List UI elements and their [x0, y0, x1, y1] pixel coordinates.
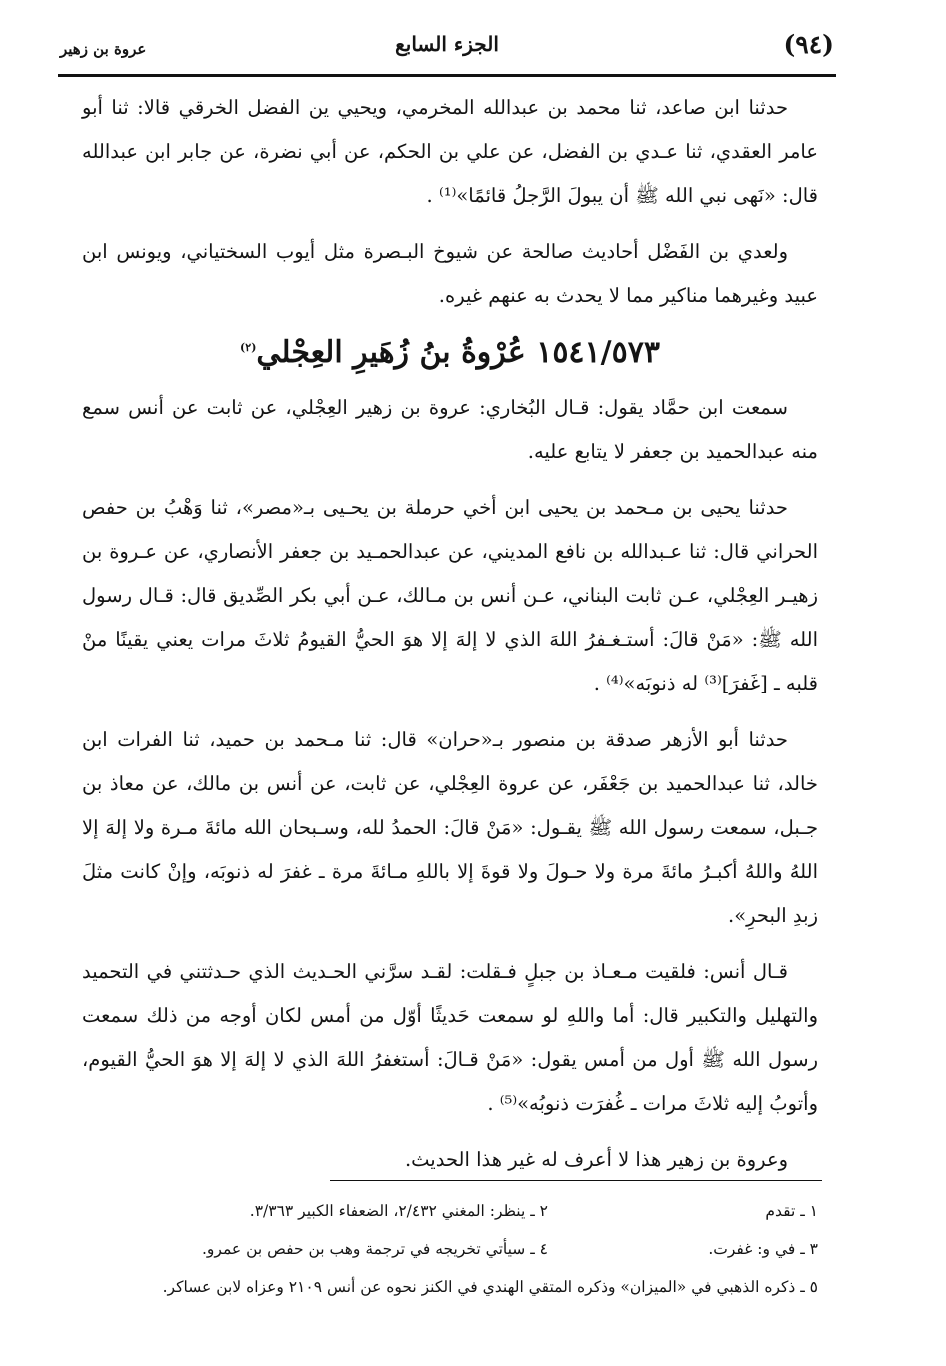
footnote-1: ١ ـ تقدم [765, 1202, 818, 1220]
entry-title: ١٥٤١/٥٧٣ عُرْوةُ بنُ زُهَيرِ العِجْلي [256, 335, 660, 370]
footnote-row [148, 1230, 818, 1268]
paragraph: وعروة بن زهير هذا لا أعرف له غير هذا الحديث. [404, 1148, 788, 1171]
header-rule [58, 74, 836, 77]
paragraph: حدثنا ابن صاعد، ثنا محمد بن عبدالله المخرمي، ويحيي ين الفضل الخرقي قالا: ثنا أبو عامر العقدي، ثنا عـدي بن الفضل، عن علي بن الحكم، عن أبي نضرة، عن جابر ابن عبدالله قال: «نَهى نبي الله ﷺ أن يبولَ الرَّجلُ قائمًا»⁽¹⁾ . [82, 96, 818, 207]
volume-title: الجزء السابع [395, 32, 499, 56]
entry-footnote-ref: (٢) [240, 341, 257, 354]
footnote-rule [330, 1180, 822, 1181]
page-number: (٩٤) [783, 30, 834, 59]
paragraph: حدثنا يحيى بن مـحمد بن يحيى ابن أخي حرملة بن يحـيى بـ«مصر»، ثنا وَهْبُ بن حفص الحراني قال: ثنا عـبدالله بن نافع المديني، عن عبدالحمـيد بن جعفر الأنصاري، عن عـروة بن زهيـر العِجْلي، عـن ثابت البناني، عـن أنس بن مـالك، عـن أبي بكر الصِّديق قال: قـال رسول الله ﷺ: «مَنْ قالَ: أستـغـفرُ اللهَ الذي لا إلهَ إلا هوَ الحيُّ القيومُ ثلاثَ مرات يعني يقينًا منْ قلبه ـ [غَفرَ]⁽³⁾ له ذنوبَه»⁽⁴⁾ . [82, 496, 818, 695]
main-text [82, 86, 818, 1194]
footnote-row [148, 1268, 818, 1306]
page-header [60, 28, 834, 70]
footnote-row [148, 1192, 818, 1230]
footnote-5: ٥ ـ ذكره الذهبي في «الميزان» وذكره المتقي الهندي في الكنز نحوه عن أنس ٢١٠٩ وعزاه لابن عساكر. [162, 1278, 818, 1296]
footnote-3: ٣ ـ في و: غفرت. [708, 1240, 818, 1258]
footnotes [148, 1192, 818, 1306]
paragraph: قـال أنس: فلقيت مـعـاذ بن جبلٍ فـقلت: لقـد سرَّني الحـديث الذي حـدثتني في التحميد والتهليل والتكبير قال: أما واللهِ لو سمعت حَديثًا أوّل من أمس لكان أوجه من ذلك سمعت رسول الله ﷺ أول من أمس يقول: «مَنْ قـالَ: أستغفرُ اللهَ الذي لا إلهَ إلا هوَ الحيُّ القيوم، وأتوبُ إليه ثلاثَ مرات ـ غُفرَت ذنوبُه»⁽⁵⁾ . [82, 960, 818, 1115]
paragraph: حدثنا أبو الأزهر صدقة بن منصور بـ«حران» قال: ثنا مـحمد بن حميد، ثنا الفرات ابن خالد، ثنا عبدالحميد بن جَعْفَر، عن عروة العِجْلي، عن ثابت، عن أنس بن مالك، عن معاذ بن جـبل، سمعت رسول الله ﷺ يقـول: «مَنْ قالَ: الحمدُ لله، وسـبحان الله مائةَ مـرة ولا إلهَ إلا اللهُ واللهُ أكبـرُ مائةَ مرة ولا حـولَ ولا قوةَ إلا باللهِ مـائةَ مرة ـ غفرَ له ذنوبَه، وإنْ كانت مثلَ زبدِ البحرِ». [82, 728, 818, 927]
footnote-2: ٢ ـ ينظر: المغني ٢/٤٣٢، الضعفاء الكبير ٣/٣٦٣. [249, 1202, 548, 1220]
entry-heading [82, 330, 818, 376]
running-title: عروة بن زهير [60, 40, 147, 58]
paragraph: ولعدي بن الفَضْل أحاديث صالحة عن شيوخ البـصرة مثل أيوب السختياني، ويونس ابن عبيد وغيرهما مناكير مما لا يحدث به عنهم غيره. [82, 240, 818, 307]
footnote-4: ٤ ـ سيأتي تخريجه في ترجمة وهب بن حفص بن عمرو. [202, 1240, 548, 1258]
paragraph: سمعت ابن حمَّاد يقول: قـال البُخاري: عروة بن زهير العِجْلي، عن ثابت عن أنس سمع منه عبدالحميد بن جعفر لا يتابع عليه. [82, 396, 818, 463]
